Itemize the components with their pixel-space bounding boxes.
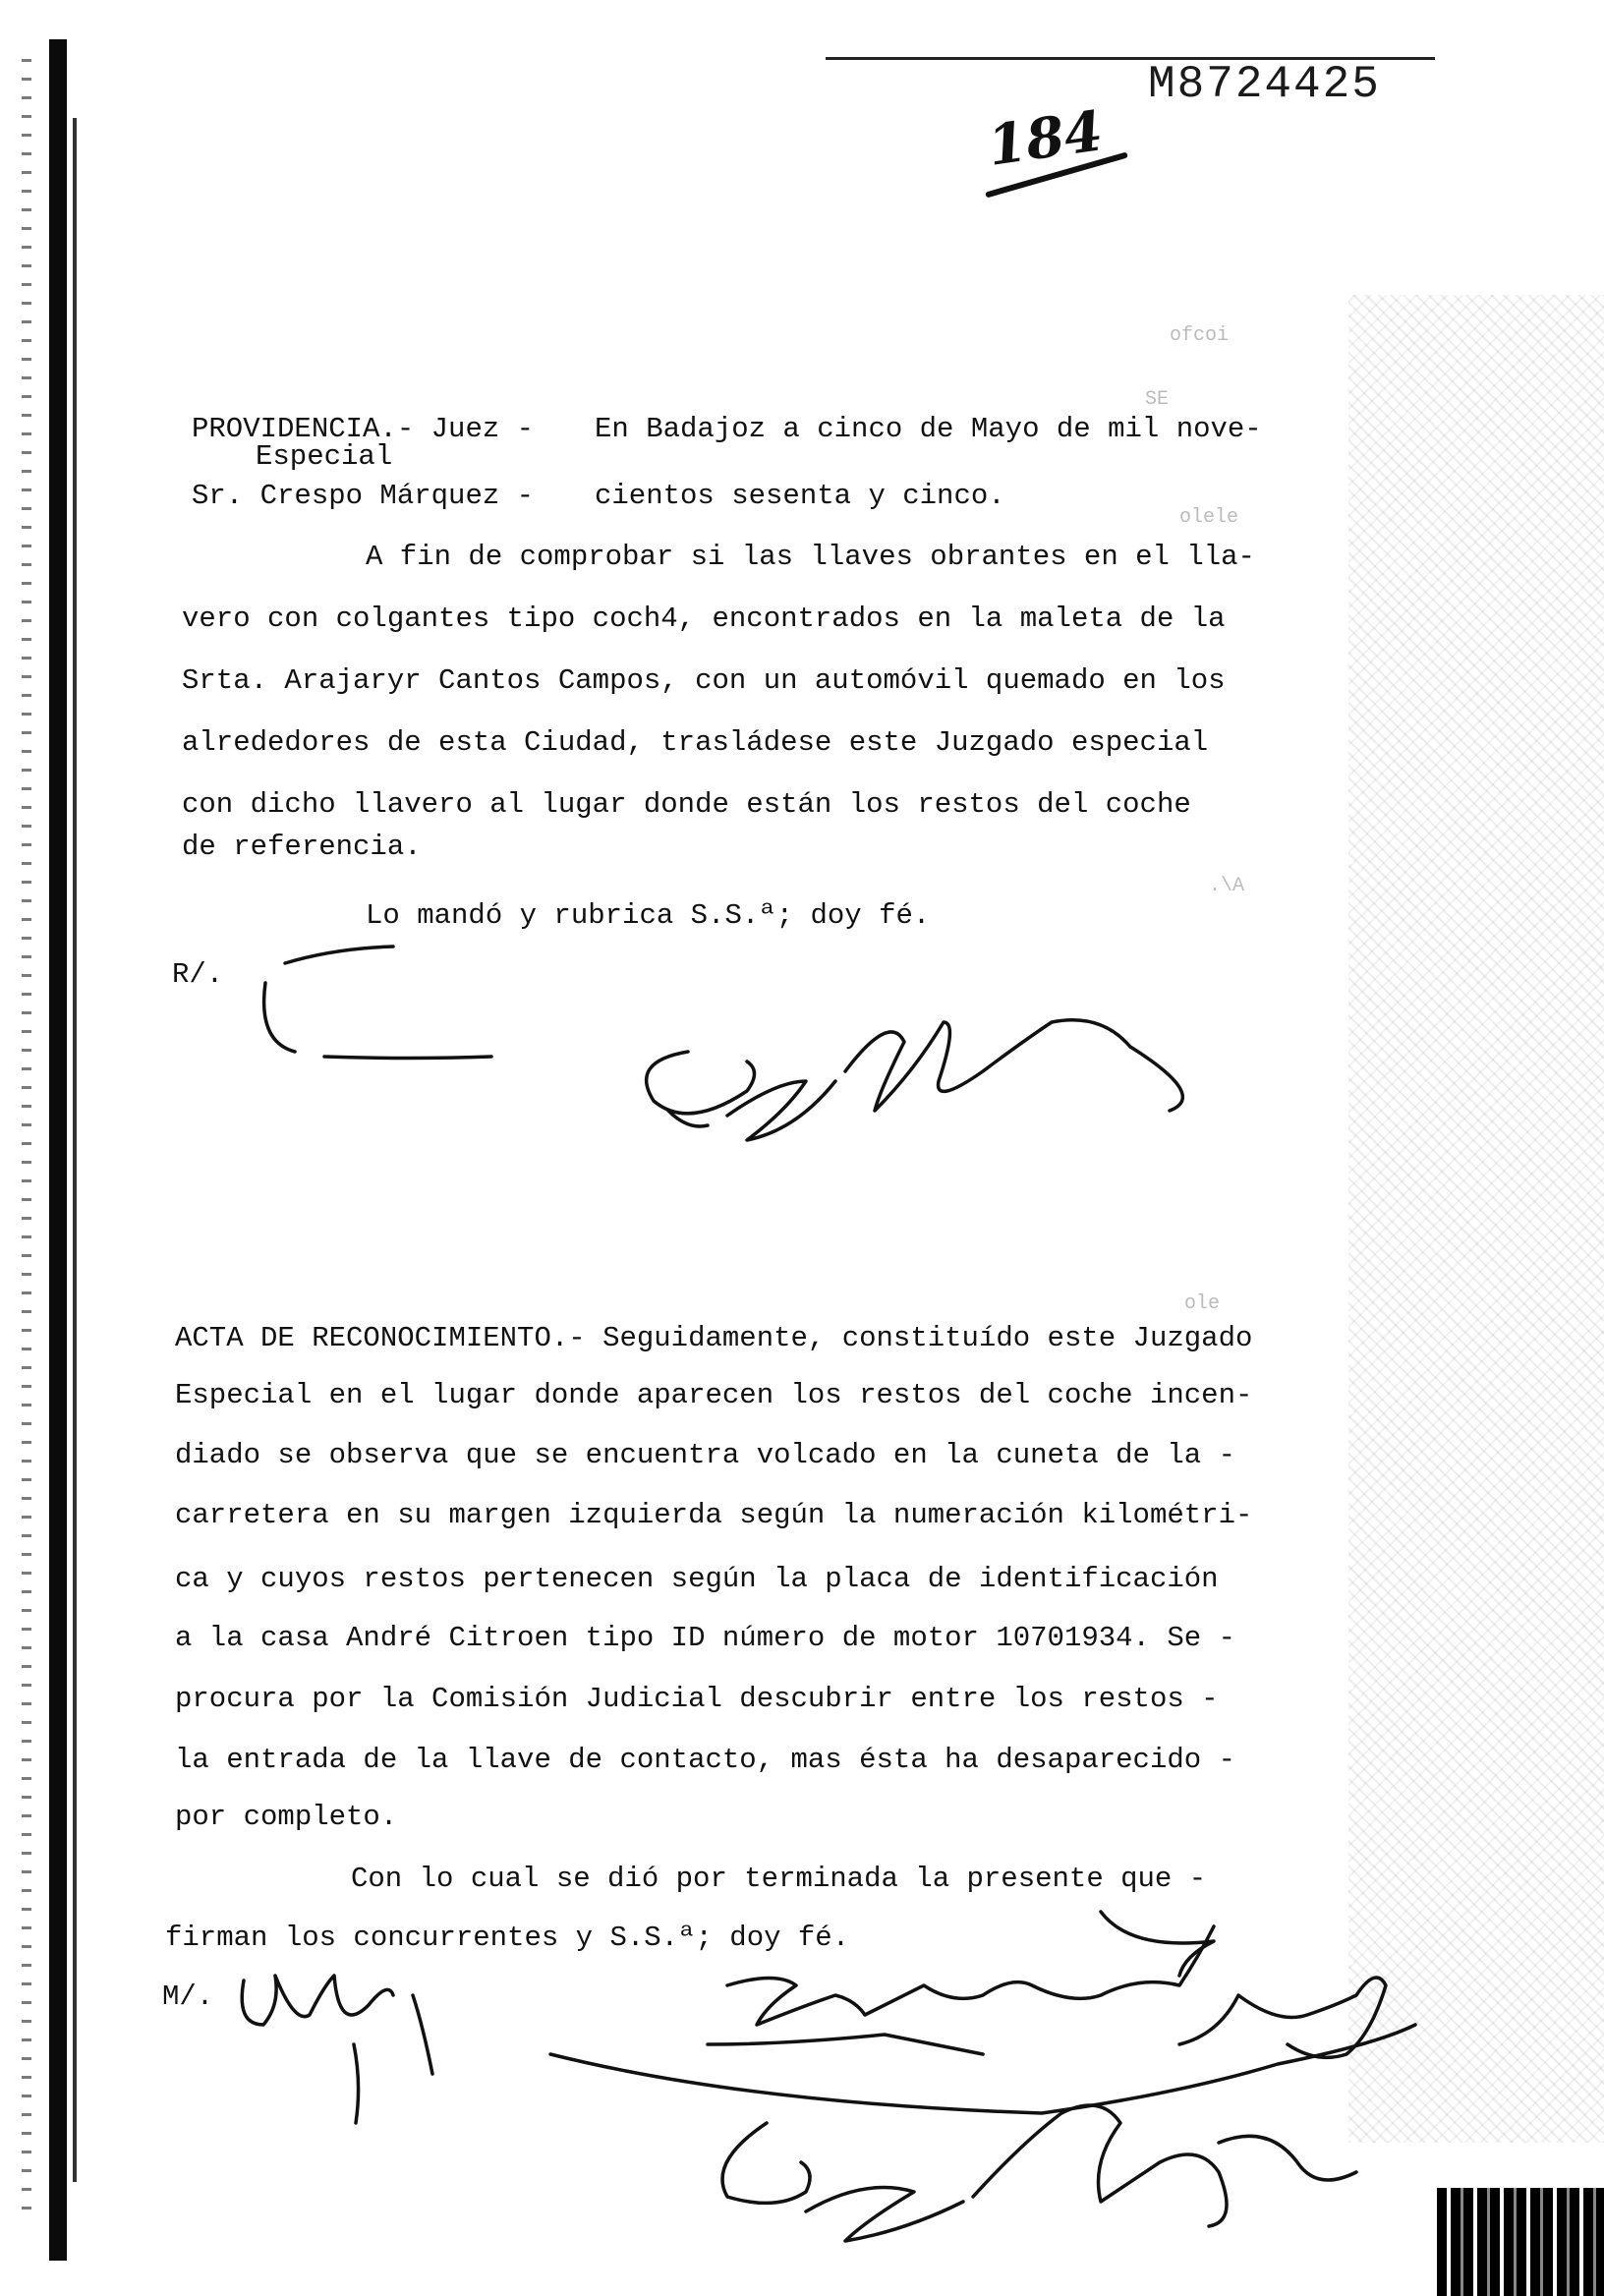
acta-line: la entrada de la llave de contacto, mas ésta ha desaparecido - <box>175 1744 1235 1776</box>
bleed-through-mark: SE <box>1145 388 1170 411</box>
document-number: M8724425 <box>1148 59 1381 110</box>
providencia-initials: R/. <box>172 958 224 991</box>
acta-line: a la casa André Citroen tipo ID número de motor 10701934. Se - <box>175 1622 1235 1654</box>
bleed-through-mark: .\A <box>1209 875 1245 897</box>
providencia-heading-especial: Especial <box>256 440 393 473</box>
bleed-through-mark: ofcoi <box>1170 324 1230 347</box>
providencia-closing: Lo mandó y rubrica S.S.ª; doy fé. <box>366 899 931 932</box>
acta-line: ca y cuyos restos pertenecen según la placa de identificación <box>175 1563 1219 1595</box>
acta-line: carretera en su margen izquierda según la numeración kilométri- <box>175 1499 1253 1531</box>
providencia-body-line: vero con colgantes tipo coch4, encontrados en la maleta de la <box>182 603 1226 635</box>
acta-line: ACTA DE RECONOCIMIENTO.- Seguidamente, constituído este Juzgado <box>175 1322 1253 1354</box>
acta-initials: M/. <box>162 1980 214 2013</box>
providencia-judge-name: Sr. Crespo Márquez - <box>192 480 535 512</box>
acta-line: diado se observa que se encuentra volcado en la cuneta de la - <box>175 1439 1235 1471</box>
acta-line: por completo. <box>175 1801 398 1833</box>
providencia-body-line: de referencia. <box>182 831 422 863</box>
acta-line: Especial en el lugar donde aparecen los restos del coche incen- <box>175 1379 1253 1411</box>
judge-signature-stroke <box>647 1052 755 1114</box>
bleed-through-mark: ole <box>1184 1292 1221 1315</box>
providencia-body-line: Srta. Arajaryr Cantos Campos, con un automóvil quemado en los <box>182 664 1226 697</box>
acta-closing-line1: Con lo cual se dió por terminada la presente que - <box>351 1863 1207 1895</box>
providencia-body-line: con dicho llavero al lugar donde están los restos del coche <box>182 788 1191 821</box>
bleed-through-mark: olele <box>1179 506 1239 529</box>
acta-closing-line2: firman los concurrentes y S.S.ª; doy fé. <box>165 1922 850 1954</box>
providencia-heading: PROVIDENCIA.- Juez - <box>192 413 535 445</box>
providencia-body-line: alrededores de esta Ciudad, trasládese este Juzgado especial <box>182 726 1209 759</box>
providencia-date-line2: cientos sesenta y cinco. <box>595 480 1005 512</box>
providencia-body-line: A fin de comprobar si las llaves obrantes en el lla- <box>366 541 1255 573</box>
folio-number: 184 <box>983 98 1107 179</box>
acta-line: procura por la Comisión Judicial descubrir entre los restos - <box>175 1683 1219 1715</box>
providencia-date-line1: En Badajoz a cinco de Mayo de mil nove- <box>595 413 1262 445</box>
